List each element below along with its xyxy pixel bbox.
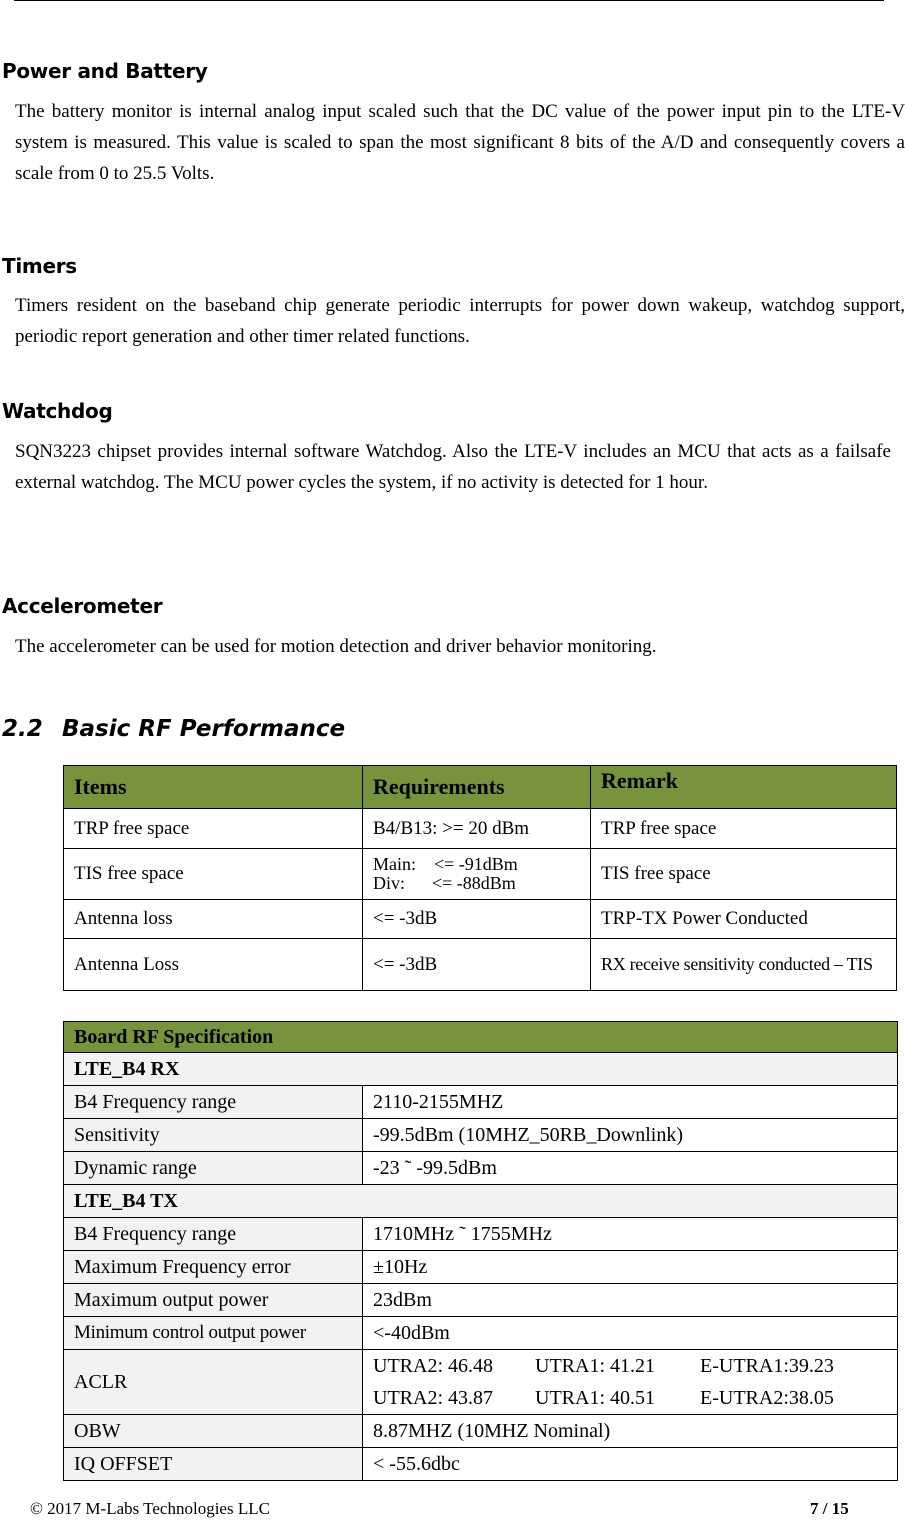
spec-value: 23dBm: [363, 1284, 898, 1317]
footer-copyright: © 2017 M-Labs Technologies LLC: [30, 1499, 270, 1518]
aclr-value: E-UTRA2:38.05: [700, 1387, 834, 1409]
section-title: Basic RF Performance: [62, 716, 346, 742]
table-row: [64, 900, 897, 939]
table-row: [64, 849, 897, 900]
aclr-value: UTRA2: 46.48: [373, 1355, 493, 1377]
aclr-value: UTRA1: 41.21: [535, 1355, 655, 1377]
spec-subheader-row: [64, 1185, 898, 1218]
table-row: [64, 939, 897, 991]
heading-watchdog: Watchdog: [2, 399, 113, 423]
cell-requirement: <= -3dB: [363, 900, 591, 939]
spec-subheader-row: [64, 1053, 898, 1086]
footer-page-number: 7 / 15: [810, 1499, 849, 1518]
board-rf-spec-table: [63, 1021, 898, 1481]
section-heading-rf: [2, 716, 345, 742]
cell-item: TRP free space: [64, 809, 363, 849]
paragraph-power-battery: The battery monitor is internal analog input scaled such that the DC value of the power input pin to the LTE-V system is measured. This value is scaled to span the most significant 8 bits of the A/D and consequently covers a scale from 0 to 25.5 Volts.: [15, 101, 905, 184]
spec-label: Sensitivity: [64, 1119, 363, 1152]
table-row: [64, 1284, 898, 1317]
requirement-main: Main: <= -91dBm: [373, 854, 518, 874]
cell-item: Antenna loss: [64, 900, 363, 939]
cell-item: TIS free space: [64, 849, 363, 900]
cell-remark: TRP-TX Power Conducted: [591, 900, 897, 939]
column-header-items: Items: [64, 766, 363, 809]
spec-table-title: Board RF Specification: [64, 1022, 898, 1053]
spec-value: 1710MHz ˜ 1755MHz: [363, 1218, 898, 1251]
spec-value: 8.87MHZ (10MHZ Nominal): [363, 1415, 898, 1448]
spec-label: Maximum Frequency error: [64, 1251, 363, 1284]
spec-value: -23 ˜ -99.5dBm: [363, 1152, 898, 1185]
spec-label: Minimum control output power: [64, 1317, 363, 1350]
heading-accelerometer: Accelerometer: [2, 594, 163, 618]
spec-label: B4 Frequency range: [64, 1086, 363, 1119]
table-header-row: [64, 766, 897, 809]
spec-label: Maximum output power: [64, 1284, 363, 1317]
heading-timers: Timers: [2, 254, 77, 278]
aclr-line: [373, 1350, 887, 1382]
spec-label: IQ OFFSET: [64, 1448, 363, 1481]
tx-subheader: LTE_B4 TX: [64, 1185, 898, 1218]
cell-requirement: [363, 849, 591, 900]
cell-requirement: B4/B13: >= 20 dBm: [363, 809, 591, 849]
spec-title-row: [64, 1022, 898, 1053]
table-row: [64, 1119, 898, 1152]
spec-value: 2110-2155MHZ: [363, 1086, 898, 1119]
spec-value: ±10Hz: [363, 1251, 898, 1284]
table-row: [64, 1218, 898, 1251]
table-row: [64, 1251, 898, 1284]
cell-requirement: <= -3dB: [363, 939, 591, 991]
table-row: [64, 809, 897, 849]
table-row-aclr: [64, 1350, 898, 1415]
spec-value-aclr: [363, 1350, 898, 1415]
aclr-value: E-UTRA1:39.23: [700, 1355, 834, 1377]
section-number: 2.2: [2, 716, 43, 742]
aclr-value: UTRA1: 40.51: [535, 1387, 655, 1409]
heading-power-battery: Power and Battery: [2, 59, 208, 83]
spec-label: Dynamic range: [64, 1152, 363, 1185]
paragraph-accelerometer: The accelerometer can be used for motion detection and driver behavior monitoring.: [15, 636, 657, 657]
table-row: [64, 1086, 898, 1119]
column-header-remark: Remark: [591, 766, 897, 809]
spec-value: -99.5dBm (10MHZ_50RB_Downlink): [363, 1119, 898, 1152]
spec-value: <-40dBm: [363, 1317, 898, 1350]
rf-performance-table: [63, 765, 897, 991]
paragraph-timers: Timers resident on the baseband chip generate periodic interrupts for power down wakeup, watchdog support, periodic report generation and other timer related functions.: [15, 295, 905, 347]
spec-label: B4 Frequency range: [64, 1218, 363, 1251]
rx-subheader: LTE_B4 RX: [64, 1053, 898, 1086]
aclr-line: [373, 1382, 887, 1414]
table-row: [64, 1415, 898, 1448]
table-row: [64, 1317, 898, 1350]
cell-remark: TRP free space: [591, 809, 897, 849]
cell-remark: RX receive sensitivity conducted – TIS: [591, 939, 897, 991]
spec-label: ACLR: [64, 1350, 363, 1415]
column-header-requirements: Requirements: [363, 766, 591, 809]
cell-item: Antenna Loss: [64, 939, 363, 991]
cell-remark: TIS free space: [591, 849, 897, 900]
requirement-div: Div: <= -88dBm: [373, 873, 516, 893]
spec-label: OBW: [64, 1415, 363, 1448]
table-row: [64, 1448, 898, 1481]
aclr-value: UTRA2: 43.87: [373, 1387, 493, 1409]
header-rule: [14, 0, 884, 1]
table-row: [64, 1152, 898, 1185]
paragraph-watchdog: SQN3223 chipset provides internal software Watchdog. Also the LTE-V includes an MCU that acts as a failsafe external watchdog. The MCU power cycles the system, if no activity is detected for 1 hour.: [15, 441, 891, 493]
spec-value: < -55.6dbc: [363, 1448, 898, 1481]
